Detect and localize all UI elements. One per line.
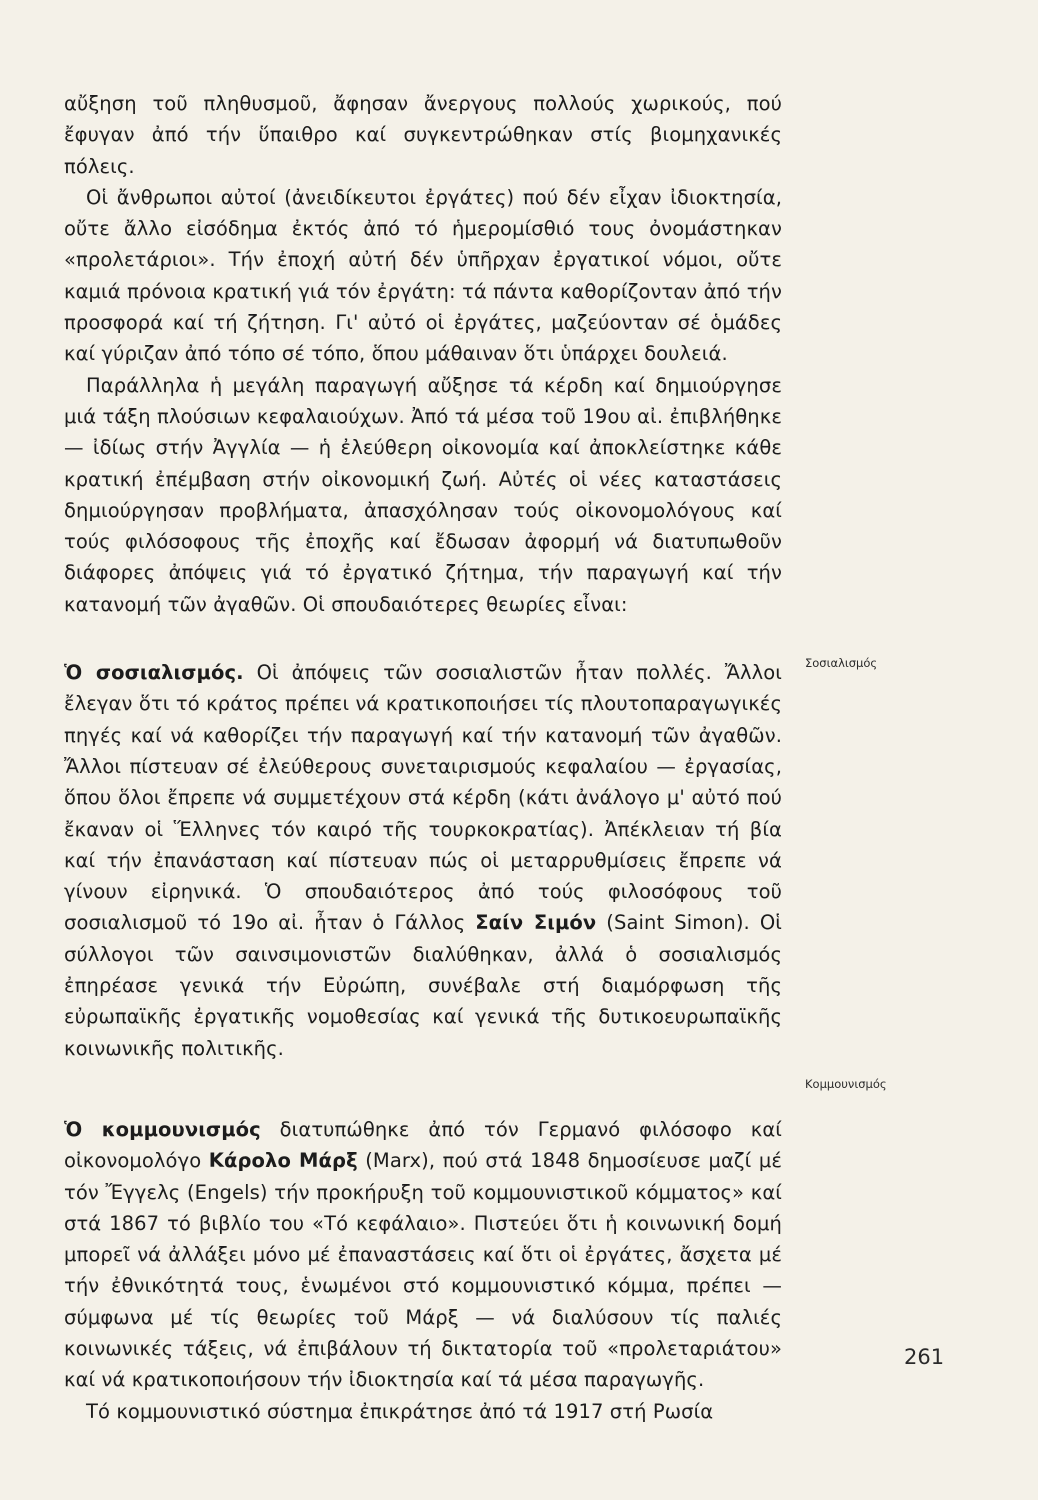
saint-simon-name: Σαίν Σιμόν [475, 911, 597, 935]
socialism-heading: Ὁ σοσιαλισμός. [64, 661, 244, 685]
paragraph-capitalists: Παράλληλα ἡ μεγάλη παραγωγή αὔξησε τά κέρδη καί δημιούργησε μιά τάξη πλούσιων κεφαλαιούχων. Ἀπό τά μέσα τοῦ 19ου αἰ. ἐπιβλήθηκε — ἰδίως στήν Ἀγγλία — ἡ ἐλεύθερη οἰκονομία καί ἀποκλείστηκε κάθε κρατική ἐπέμβαση στήν οἰκονομική ζωή. Αὐτές οἱ νέες καταστάσεις δημιούργησαν προβλήματα, ἀπασχόλησαν τούς οἰκονομολόγους καί τούς φιλόσοφους τῆς ἐποχῆς καί ἔδωσαν ἀφορμή νά διατυπωθοῦν διάφορες ἀπόψεις γιά τό ἐργατικό ζήτημα, τήν παραγωγή καί τήν κατανομή τῶν ἀγαθῶν. Οἱ σπουδαιότερες θεωρίες εἶναι: [64, 373, 782, 616]
socialism-text-1: Οἱ ἀπόψεις τῶν σοσιαλιστῶν ἦταν πολλές. Ἄλλοι ἔλεγαν ὅτι τό κράτος πρέπει νά κρατικοποιήσει τίς πλουτοπαραγωγικές πηγές καί νά καθορίζει τήν παραγωγή καί τήν κατανομή τῶν ἀγαθῶν. Ἄλλοι πίστευαν σέ ἐλεύθερους συνεταιρισμούς κεφαλαίου — ἐργασίας, ὅπου ὅλοι ἔπρεπε νά συμμετέχουν στά κέρδη (κάτι ἀνάλογο μ' αὐτό πού ἔκαναν οἱ Ἕλληνες τόν καιρό τῆς τουρκοκρατίας). Ἀπέκλειαν τή βία καί τήν ἐπανάσταση καί πίστευαν πώς οἱ μεταρρυθμίσεις ἔπρεπε νά γίνουν εἰρηνικά. Ὁ σπουδαιότερος ἀπό τούς φιλοσόφους τοῦ σοσιαλισμοῦ τό 19ο αἰ. ἦταν ὁ Γάλλος [64, 661, 782, 935]
communism-text-2: (Marx), πού στά 1848 δημοσίευσε μαζί μέ τόν Ἔγγελς (Engels) τήν προκήρυξη τοῦ κομμουνιστικοῦ κόμματος» καί στά 1867 τό βιβλίο του «Τό κεφάλαιο». Πιστεύει ὅτι ἡ κοινωνική δομή μπορεῖ νά ἀλλάξει μόνο μέ ἐπαναστάσεις καί ὅτι οἱ ἐργάτες, ἄσχετα μέ τήν ἐθνικότητά τους, ἑνωμένοι στό κομμουνιστικό κόμμα, πρέπει — σύμφωνα μέ τίς θεωρίες τοῦ Μάρξ — νά διαλύσουν τίς παλιές κοινωνικές τάξεις, νά ἐπιβάλουν τή δικτατορία τοῦ «προλεταριάτου» καί νά κρατικοποιήσουν τήν ἰδιοκτησία καί τά μέσα παραγωγῆς. [64, 1149, 782, 1392]
margin-label-communism: Κομμουνισμός [805, 1077, 887, 1091]
socialism-text-2: (Saint Simon). Οἱ σύλλογοι τῶν σαινσιμονιστῶν διαλύθηκαν, ἀλλά ὁ σοσιαλισμός ἐπηρέασε γενικά τήν Εὐρώπη, συνέβαλε στή διαμόρφωση τῆς εὐρωπαϊκῆς ἐργατικῆς νομοθεσίας καί γενικά τῆς δυτικοευρωπαϊκῆς κοινωνικῆς πολιτικῆς. [64, 911, 782, 1060]
main-text-column [64, 88, 782, 1427]
paragraph-population: αὔξηση τοῦ πληθυσμοῦ, ἄφησαν ἄνεργους πολλούς χωρικούς, πού ἔφυγαν ἀπό τήν ὕπαιθρο καί συγκεντρώθηκαν στίς βιομηχανικές πόλεις. [64, 92, 782, 178]
paragraph-communism [64, 1114, 782, 1396]
paragraph-socialism [64, 657, 782, 1064]
paragraph-proletarians: Οἱ ἄνθρωποι αὐτοί (ἀνειδίκευτοι ἐργάτες) πού δέν εἶχαν ἰδιοκτησία, οὔτε ἄλλο εἰσόδημα ἐκτός ἀπό τό ἡμερομίσθιό τους ὀνομάστηκαν «προλετάριοι». Τήν ἐποχή αὐτή δέν ὑπῆρχαν ἐργατικοί νόμοι, οὔτε καμιά πρόνοια κρατική γιά τόν ἐργάτη: τά πάντα καθορίζονταν ἀπό τήν προσφορά καί τή ζήτηση. Γι' αὐτό οἱ ἐργάτες, μαζεύονταν σέ ὁμάδες καί γύριζαν ἀπό τόπο σέ τόπο, ὅπου μάθαιναν ὅτι ὑπάρχει δουλειά. [64, 185, 782, 366]
page-number: 261 [904, 1345, 945, 1369]
communism-heading: Ὁ κομμουνισμός [64, 1117, 261, 1141]
margin-label-socialism: Σοσιαλισμός [805, 656, 878, 670]
marx-name: Κάρολο Μάρξ [208, 1149, 358, 1173]
communism-text-1: διατυπώθηκε ἀπό τόν Γερμανό φιλόσοφο καί οἰκονομολόγο [64, 1117, 782, 1173]
paragraph-last-line: Τό κομμουνιστικό σύστημα ἐπικράτησε ἀπό τά 1917 στή Ρωσία [86, 1399, 714, 1423]
